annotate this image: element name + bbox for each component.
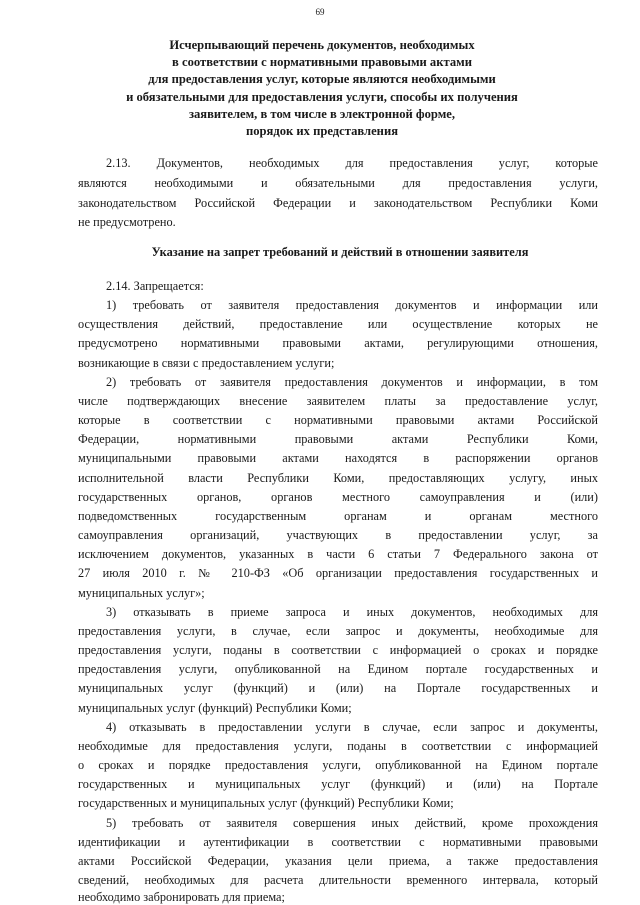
paragraph-line: предусмотрено нормативными правовыми актами, регулирующими отношения, xyxy=(78,336,598,350)
paragraph-line: предоставления услуги, поданы в соответствии с информацией о сроках и порядке xyxy=(78,643,598,657)
paragraph-line: муниципальных услуг»; xyxy=(78,586,205,600)
paragraph-line: предоставления услуги, опубликованной на Едином портале государственных и xyxy=(78,662,598,676)
paragraph-line: необходимо забронировать для приема; xyxy=(78,890,285,904)
paragraph-line: самоуправления организаций, участвующих в предоставлении услуг, за xyxy=(78,528,598,542)
paragraph-line: исполнительной власти Республики Коми, предоставляющих услугу, иных xyxy=(78,471,598,485)
paragraph-line: исключением документов, указанных в части 6 статьи 7 Федерального закона от xyxy=(78,547,598,561)
paragraph-line: актами Российской Федерации, указания цели приема, а также предоставления xyxy=(78,854,598,868)
paragraph-line: Федерации, нормативными правовыми актами Республики Коми, xyxy=(78,432,598,446)
paragraph-line: сведений, необходимых для расчета длительности временного интервала, который xyxy=(78,873,598,887)
title-line: и обязательными для предоставления услуги, способы их получения xyxy=(126,89,518,104)
paragraph-line: которые в соответствии с нормативными правовыми актами Российской xyxy=(78,413,598,427)
paragraph-line: 1) требовать от заявителя предоставления документов и информации или xyxy=(106,298,598,312)
paragraph-line: 2.14. Запрещается: xyxy=(106,279,204,293)
title-line: Исчерпывающий перечень документов, необходимых xyxy=(169,38,475,52)
paragraph-line: осуществления действий, предоставление или осуществление которых не xyxy=(78,317,598,331)
section-heading: Указание на запрет требований и действий в отношении заявителя xyxy=(151,245,529,259)
paragraph-line: 2) требовать от заявителя предоставления документов и информации, в том xyxy=(106,375,598,389)
document-title xyxy=(102,37,542,140)
paragraph-line: подведомственных государственным органам и органам местного xyxy=(78,509,598,523)
paragraph-line: не предусмотрено. xyxy=(78,215,176,229)
paragraph-line: муниципальных услуг (функций) Республики Коми; xyxy=(78,701,352,715)
paragraph-line: возникающие в связи с предоставлением услуги; xyxy=(78,356,335,370)
title-line: для предоставления услуг, которые являются необходимыми xyxy=(148,72,496,87)
paragraph-line: предоставления услуги, в случае, если запрос и документы, необходимые для xyxy=(78,624,598,638)
paragraph-line: 27 июля 2010 г. № 210-ФЗ «Об организации предоставления государственных и xyxy=(78,566,598,580)
paragraph-line: государственных и муниципальных услуг (функций) и (или) на Портале xyxy=(78,777,598,791)
paragraph-line: необходимые для предоставления услуги, поданы в соответствии с информацией xyxy=(78,739,598,753)
paragraph-line: о сроках и порядке предоставления услуги, опубликованной на Едином портале xyxy=(78,758,598,772)
paragraph-line: муниципальных услуг (функций) и (или) на Портале государственных и xyxy=(78,681,598,695)
paragraph-line: государственных и муниципальных услуг (функций) Республики Коми; xyxy=(78,796,454,810)
paragraph-line: 5) требовать от заявителя совершения иных действий, кроме прохождения xyxy=(106,816,598,830)
paragraph-line: государственных органов, органов местного самоуправления и (или) xyxy=(78,490,598,504)
title-line: порядок их представления xyxy=(245,124,399,139)
paragraph-line: идентификации и аутентификации в соответствии с нормативными правовыми xyxy=(78,835,598,849)
paragraph-line: законодательством Российской Федерации и законодательством Республики Коми xyxy=(78,196,598,210)
title-line: заявителем, в том числе в электронной форме, xyxy=(188,106,456,121)
paragraph-line: муниципальными правовыми актами находятся в распоряжении органов xyxy=(78,451,598,465)
paragraph-line: числе подтверждающих внесение заявителем платы за предоставление услуг, xyxy=(78,394,598,408)
page-number: 69 xyxy=(315,7,325,17)
paragraph-line: 4) отказывать в предоставлении услуги в случае, если запрос и документы, xyxy=(106,720,598,734)
paragraph-line: 3) отказывать в приеме запроса и иных документов, необходимых для xyxy=(106,605,598,619)
title-line: в соответствии с нормативными правовыми актами xyxy=(172,55,472,70)
paragraph-line: 2.13. Документов, необходимых для предоставления услуг, которые xyxy=(106,156,598,170)
paragraph-line: являются необходимыми и обязательными для предоставления услуги, xyxy=(78,176,598,190)
